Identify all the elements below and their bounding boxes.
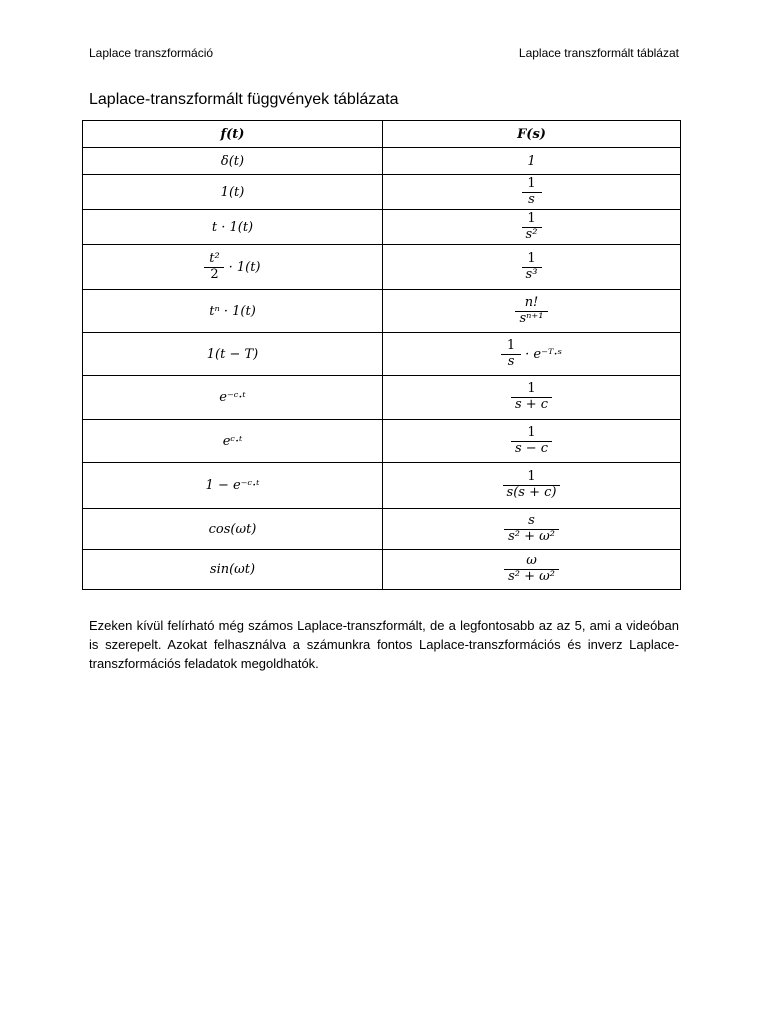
denominator: s³ xyxy=(522,267,542,283)
fraction xyxy=(522,252,542,283)
denominator: s² + ω² xyxy=(504,529,559,545)
cell-f: tⁿ · 1(t) xyxy=(83,290,383,333)
table-row xyxy=(83,463,681,509)
numerator: 1 xyxy=(527,210,536,226)
fraction xyxy=(511,426,552,457)
denominator: s xyxy=(501,354,521,370)
numerator: t² xyxy=(209,250,220,266)
page-title: Laplace-transzformált függvények táblázata xyxy=(89,91,399,108)
numerator: 1 xyxy=(506,337,516,353)
cell-F xyxy=(383,463,681,509)
denominator: s xyxy=(522,192,542,208)
cell-F xyxy=(383,509,681,550)
body-paragraph: Ezeken kívül felírható még számos Laplace-transzformált, de a legfontosabb az az 5, ami a videóban is szerepelt. Azokat felhasználva a számunkra fontos Laplace-transzformációs és inverz Laplace-transzformációs feladatok megoldhatók. xyxy=(89,618,679,671)
cell-f: 1(t − T) xyxy=(83,333,383,376)
fraction xyxy=(504,554,559,585)
cell-f: sin(ωt) xyxy=(83,550,383,590)
column-header-f: f(t) xyxy=(83,121,383,148)
numerator: 1 xyxy=(527,175,536,191)
fraction xyxy=(522,177,542,208)
denominator: sⁿ⁺¹ xyxy=(515,311,547,327)
fraction xyxy=(515,296,547,327)
laplace-table xyxy=(82,120,681,590)
table-header-row xyxy=(83,121,681,148)
cell-F xyxy=(383,175,681,210)
denominator: s² xyxy=(522,227,542,243)
numerator: 1 xyxy=(527,381,536,397)
cell-F xyxy=(383,245,681,290)
numerator: 1 xyxy=(527,469,536,485)
numerator: s xyxy=(528,512,535,528)
fraction xyxy=(504,514,559,545)
table-row xyxy=(83,175,681,210)
cell-F: 1 xyxy=(383,148,681,175)
header-left: Laplace transzformáció xyxy=(89,46,214,60)
fraction xyxy=(204,252,224,283)
table-row xyxy=(83,550,681,590)
denominator: s² + ω² xyxy=(504,569,559,585)
F-tail: · e⁻ᵀ·ˢ xyxy=(521,346,562,362)
cell-f: δ(t) xyxy=(83,148,383,175)
table-row xyxy=(83,290,681,333)
cell-f: cos(ωt) xyxy=(83,509,383,550)
denominator: s + c xyxy=(511,397,552,413)
cell-f: t · 1(t) xyxy=(83,210,383,245)
cell-f: eᶜ·ᵗ xyxy=(83,420,383,463)
table-row xyxy=(83,210,681,245)
cell-f xyxy=(83,245,383,290)
cell-F xyxy=(383,210,681,245)
column-header-F: F(s) xyxy=(383,121,681,148)
cell-F xyxy=(383,290,681,333)
cell-F xyxy=(383,376,681,420)
fraction xyxy=(503,470,561,501)
cell-F xyxy=(383,420,681,463)
header-right: Laplace transzformált táblázat xyxy=(518,46,679,60)
cell-f: 1 − e⁻ᶜ·ᵗ xyxy=(83,463,383,509)
fraction xyxy=(522,212,542,243)
numerator: ω xyxy=(526,553,537,569)
fraction xyxy=(511,382,552,413)
table-row xyxy=(83,148,681,175)
numerator: n! xyxy=(524,294,539,310)
cell-F xyxy=(383,550,681,590)
cell-F xyxy=(383,333,681,376)
numerator: 1 xyxy=(527,250,536,266)
table-row xyxy=(83,420,681,463)
numerator: 1 xyxy=(527,424,536,440)
f-tail: · 1(t) xyxy=(224,259,261,275)
fraction xyxy=(501,339,521,370)
denominator: s(s + c) xyxy=(503,485,561,501)
table-row xyxy=(83,376,681,420)
denominator: s − c xyxy=(511,441,552,457)
table-row xyxy=(83,333,681,376)
table-row xyxy=(83,245,681,290)
cell-f: 1(t) xyxy=(83,175,383,210)
cell-f: e⁻ᶜ·ᵗ xyxy=(83,376,383,420)
table-row xyxy=(83,509,681,550)
denominator: 2 xyxy=(204,267,224,283)
